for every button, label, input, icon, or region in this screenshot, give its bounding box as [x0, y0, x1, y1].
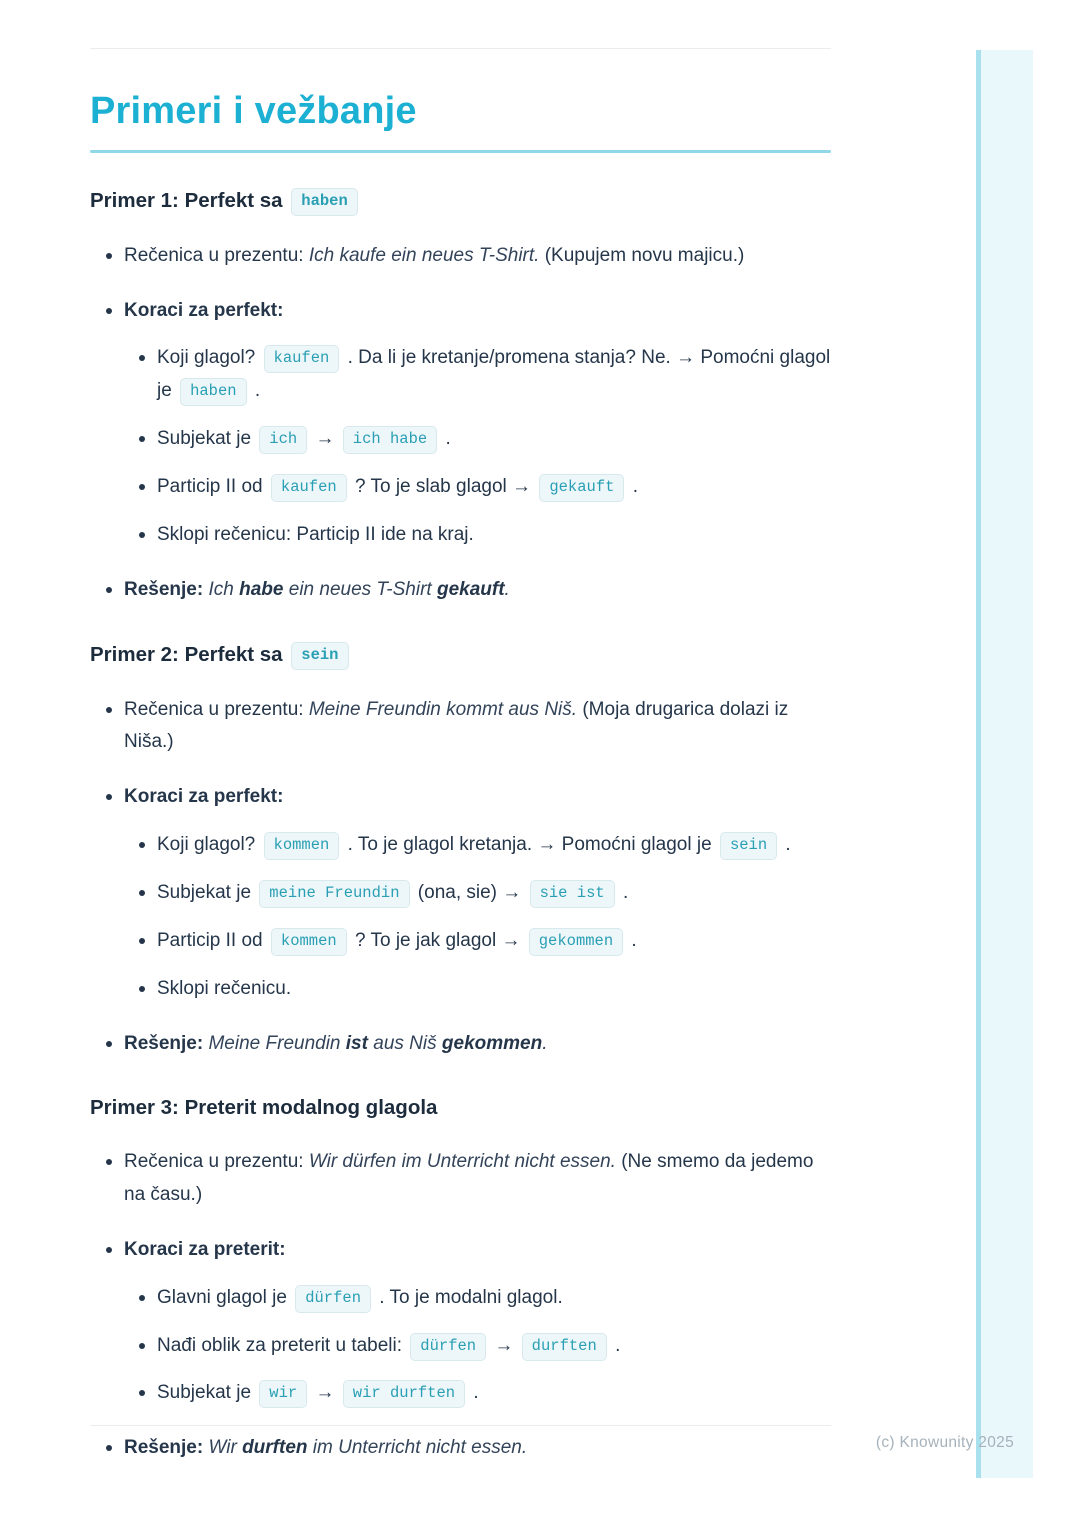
bullet-text	[124, 1432, 527, 1465]
bullet-text	[157, 471, 638, 504]
text-run: Rešenje:	[124, 1032, 209, 1054]
text-run: Particip II od	[157, 476, 268, 498]
bullet-item	[106, 694, 831, 760]
bullet-dot	[139, 1390, 145, 1396]
text-run: Sklopi rečenicu: Particip II ide na kraj.	[157, 523, 474, 545]
text-run: Glavni glagol je	[157, 1286, 293, 1308]
page-content	[90, 0, 831, 1465]
code-chip: kommen	[271, 928, 347, 956]
text-run: .	[627, 476, 638, 498]
bullet-item	[106, 1028, 831, 1061]
sections-container	[90, 186, 831, 1465]
code-chip: haben	[180, 378, 247, 406]
bullet-dot	[106, 1445, 112, 1451]
bullet-item	[106, 1234, 831, 1267]
code-chip: wir	[259, 1380, 307, 1408]
bullet-dot	[106, 1041, 112, 1047]
text-run: gekommen	[441, 1032, 543, 1054]
bullet-dot	[139, 532, 145, 538]
bullet-item	[139, 519, 831, 552]
text-run: (Moja drugarica dolazi iz Niša.)	[124, 698, 789, 753]
text-run: gekauft	[436, 578, 505, 600]
text-run: →	[310, 428, 340, 450]
bullet-text	[124, 781, 283, 814]
bullet-item	[106, 240, 831, 273]
bullet-text	[124, 694, 831, 760]
code-chip: sie ist	[530, 880, 615, 908]
bullet-text	[157, 519, 474, 552]
bullet-dot	[139, 436, 145, 442]
text-run: . Da li je kretanje/promena stanja? Ne. → Pomoćni glagol je	[157, 347, 831, 402]
bullet-text	[124, 574, 510, 607]
text-run: Primer 2: Perfekt sa	[90, 642, 289, 666]
bullet-dot	[139, 484, 145, 490]
bullet-dot	[106, 587, 112, 593]
code-chip: sein	[291, 642, 348, 670]
bullet-dot	[106, 253, 112, 259]
code-chip: ich habe	[343, 426, 437, 454]
text-run: Particip II od	[157, 929, 268, 951]
code-chip: haben	[291, 188, 358, 216]
bullet-dot	[106, 707, 112, 713]
bullet-dot	[139, 1295, 145, 1301]
text-run: . To je modalni glagol.	[374, 1286, 563, 1308]
text-run: Rečenica u prezentu:	[124, 244, 309, 266]
bullet-text	[157, 1282, 563, 1315]
text-run: Wir dürfen im Unterricht nicht essen.	[308, 1151, 616, 1173]
text-run: Koji glagol?	[157, 834, 261, 856]
bullet-dot	[106, 308, 112, 314]
bullet-text	[157, 342, 831, 408]
code-chip: kommen	[264, 832, 340, 860]
text-run: Meine Freundin	[208, 1032, 346, 1054]
text-run: Subjekat je	[157, 881, 257, 903]
text-run: im Unterricht nicht essen.	[307, 1437, 528, 1459]
bullet-item	[139, 973, 831, 1006]
bullet-dot	[139, 842, 145, 848]
text-run: habe	[239, 578, 284, 600]
text-run: Subjekat je	[157, 1382, 257, 1404]
code-chip: dürfen	[410, 1333, 486, 1361]
section-heading	[90, 186, 831, 218]
code-chip: kaufen	[264, 345, 340, 373]
bullet-item	[139, 1282, 831, 1315]
bullet-item	[139, 342, 831, 408]
text-run: Subjekat je	[157, 428, 257, 450]
code-chip: kaufen	[271, 474, 347, 502]
code-chip: sein	[720, 832, 777, 860]
code-chip: wir durften	[343, 1380, 465, 1408]
text-run: .	[780, 834, 791, 856]
bullet-dot	[139, 1343, 145, 1349]
bullet-item	[139, 829, 831, 862]
page-title: Primeri i vežbanje	[90, 90, 417, 132]
bullet-item	[139, 471, 831, 504]
text-run: ein neues T-Shirt	[283, 578, 437, 600]
text-run: .	[249, 380, 261, 402]
text-run: .	[617, 881, 629, 903]
text-run: Ich kaufe ein neues T-Shirt.	[308, 244, 540, 266]
code-chip: meine Freundin	[259, 880, 409, 908]
text-run: Meine Freundin kommt aus Niš.	[308, 698, 578, 720]
text-run: Koraci za perfekt:	[124, 786, 284, 808]
bullet-text	[124, 1234, 286, 1267]
text-run: ist	[345, 1032, 368, 1054]
text-run: ? To je jak glagol →	[349, 929, 526, 951]
footer-credit: (c) Knowunity 2025	[875, 1434, 1014, 1451]
bullet-text	[124, 295, 283, 328]
code-chip: ich	[259, 426, 307, 454]
code-chip: gekommen	[529, 928, 623, 956]
text-run: Sklopi rečenicu.	[157, 977, 292, 999]
text-run: . To je glagol kretanja. → Pomoćni glagol je	[342, 834, 717, 856]
bullet-text	[124, 1028, 547, 1061]
text-run: aus Niš	[367, 1032, 442, 1054]
text-run: Ich	[208, 578, 240, 600]
bullet-item	[139, 423, 831, 456]
code-chip: durften	[522, 1333, 607, 1361]
bullet-dot	[139, 938, 145, 944]
text-run: .	[542, 1032, 548, 1054]
text-run: .	[609, 1334, 621, 1356]
bullet-text	[157, 1377, 479, 1410]
bullet-dot	[106, 1247, 112, 1253]
bullet-item	[139, 877, 831, 910]
bullet-item	[139, 925, 831, 958]
text-run: Wir	[208, 1437, 243, 1459]
text-run: ? To je slab glagol →	[349, 476, 537, 498]
text-run: Rečenica u prezentu:	[124, 698, 309, 720]
text-run: Rečenica u prezentu:	[124, 1151, 309, 1173]
bullet-dot	[106, 1159, 112, 1165]
bullet-dot	[139, 355, 145, 361]
side-strip	[976, 50, 1033, 1478]
bullet-item	[106, 574, 831, 607]
section-heading	[90, 640, 831, 672]
bullet-text	[157, 829, 791, 862]
code-chip: dürfen	[295, 1285, 371, 1313]
bullet-dot	[106, 794, 112, 800]
bullet-item	[139, 1330, 831, 1363]
bullet-dot	[139, 986, 145, 992]
bullet-text	[124, 240, 744, 273]
text-run: .	[440, 428, 451, 450]
bullet-item	[139, 1377, 831, 1410]
text-run: .	[626, 929, 637, 951]
bullet-item	[106, 781, 831, 814]
text-run: Koraci za perfekt:	[124, 299, 284, 321]
text-run: Primer 1: Perfekt sa	[90, 188, 289, 212]
section-heading	[90, 1093, 831, 1124]
title-underline	[90, 150, 831, 153]
code-chip: gekauft	[539, 474, 624, 502]
text-run: Koraci za preterit:	[124, 1238, 286, 1260]
bullet-text	[157, 973, 291, 1006]
bullet-text	[124, 1146, 831, 1212]
bullet-text	[157, 1330, 620, 1363]
bullet-dot	[139, 890, 145, 896]
text-run: .	[504, 578, 510, 600]
text-run: →	[489, 1334, 519, 1356]
text-run: Nađi oblik za preterit u tabeli:	[157, 1334, 408, 1356]
text-run: durften	[242, 1437, 308, 1459]
text-run: →	[310, 1382, 340, 1404]
text-run: (Ne smemo da jedemo na času.)	[124, 1151, 814, 1205]
top-divider	[90, 48, 831, 49]
text-run: (Kupujem novu majicu.)	[539, 244, 745, 266]
text-run: .	[468, 1382, 479, 1404]
bullet-text	[157, 423, 451, 456]
bottom-divider	[90, 1425, 831, 1426]
text-run: Primer 3: Preterit modalnog glagola	[90, 1096, 438, 1120]
bullet-item	[106, 1432, 831, 1465]
text-run: Rešenje:	[124, 578, 209, 600]
text-run: Rešenje:	[124, 1437, 209, 1459]
bullet-item	[106, 295, 831, 328]
text-run: Koji glagol?	[157, 347, 261, 369]
bullet-text	[157, 877, 628, 910]
bullet-text	[157, 925, 637, 958]
bullet-item	[106, 1146, 831, 1212]
text-run: (ona, sie) →	[412, 881, 527, 903]
